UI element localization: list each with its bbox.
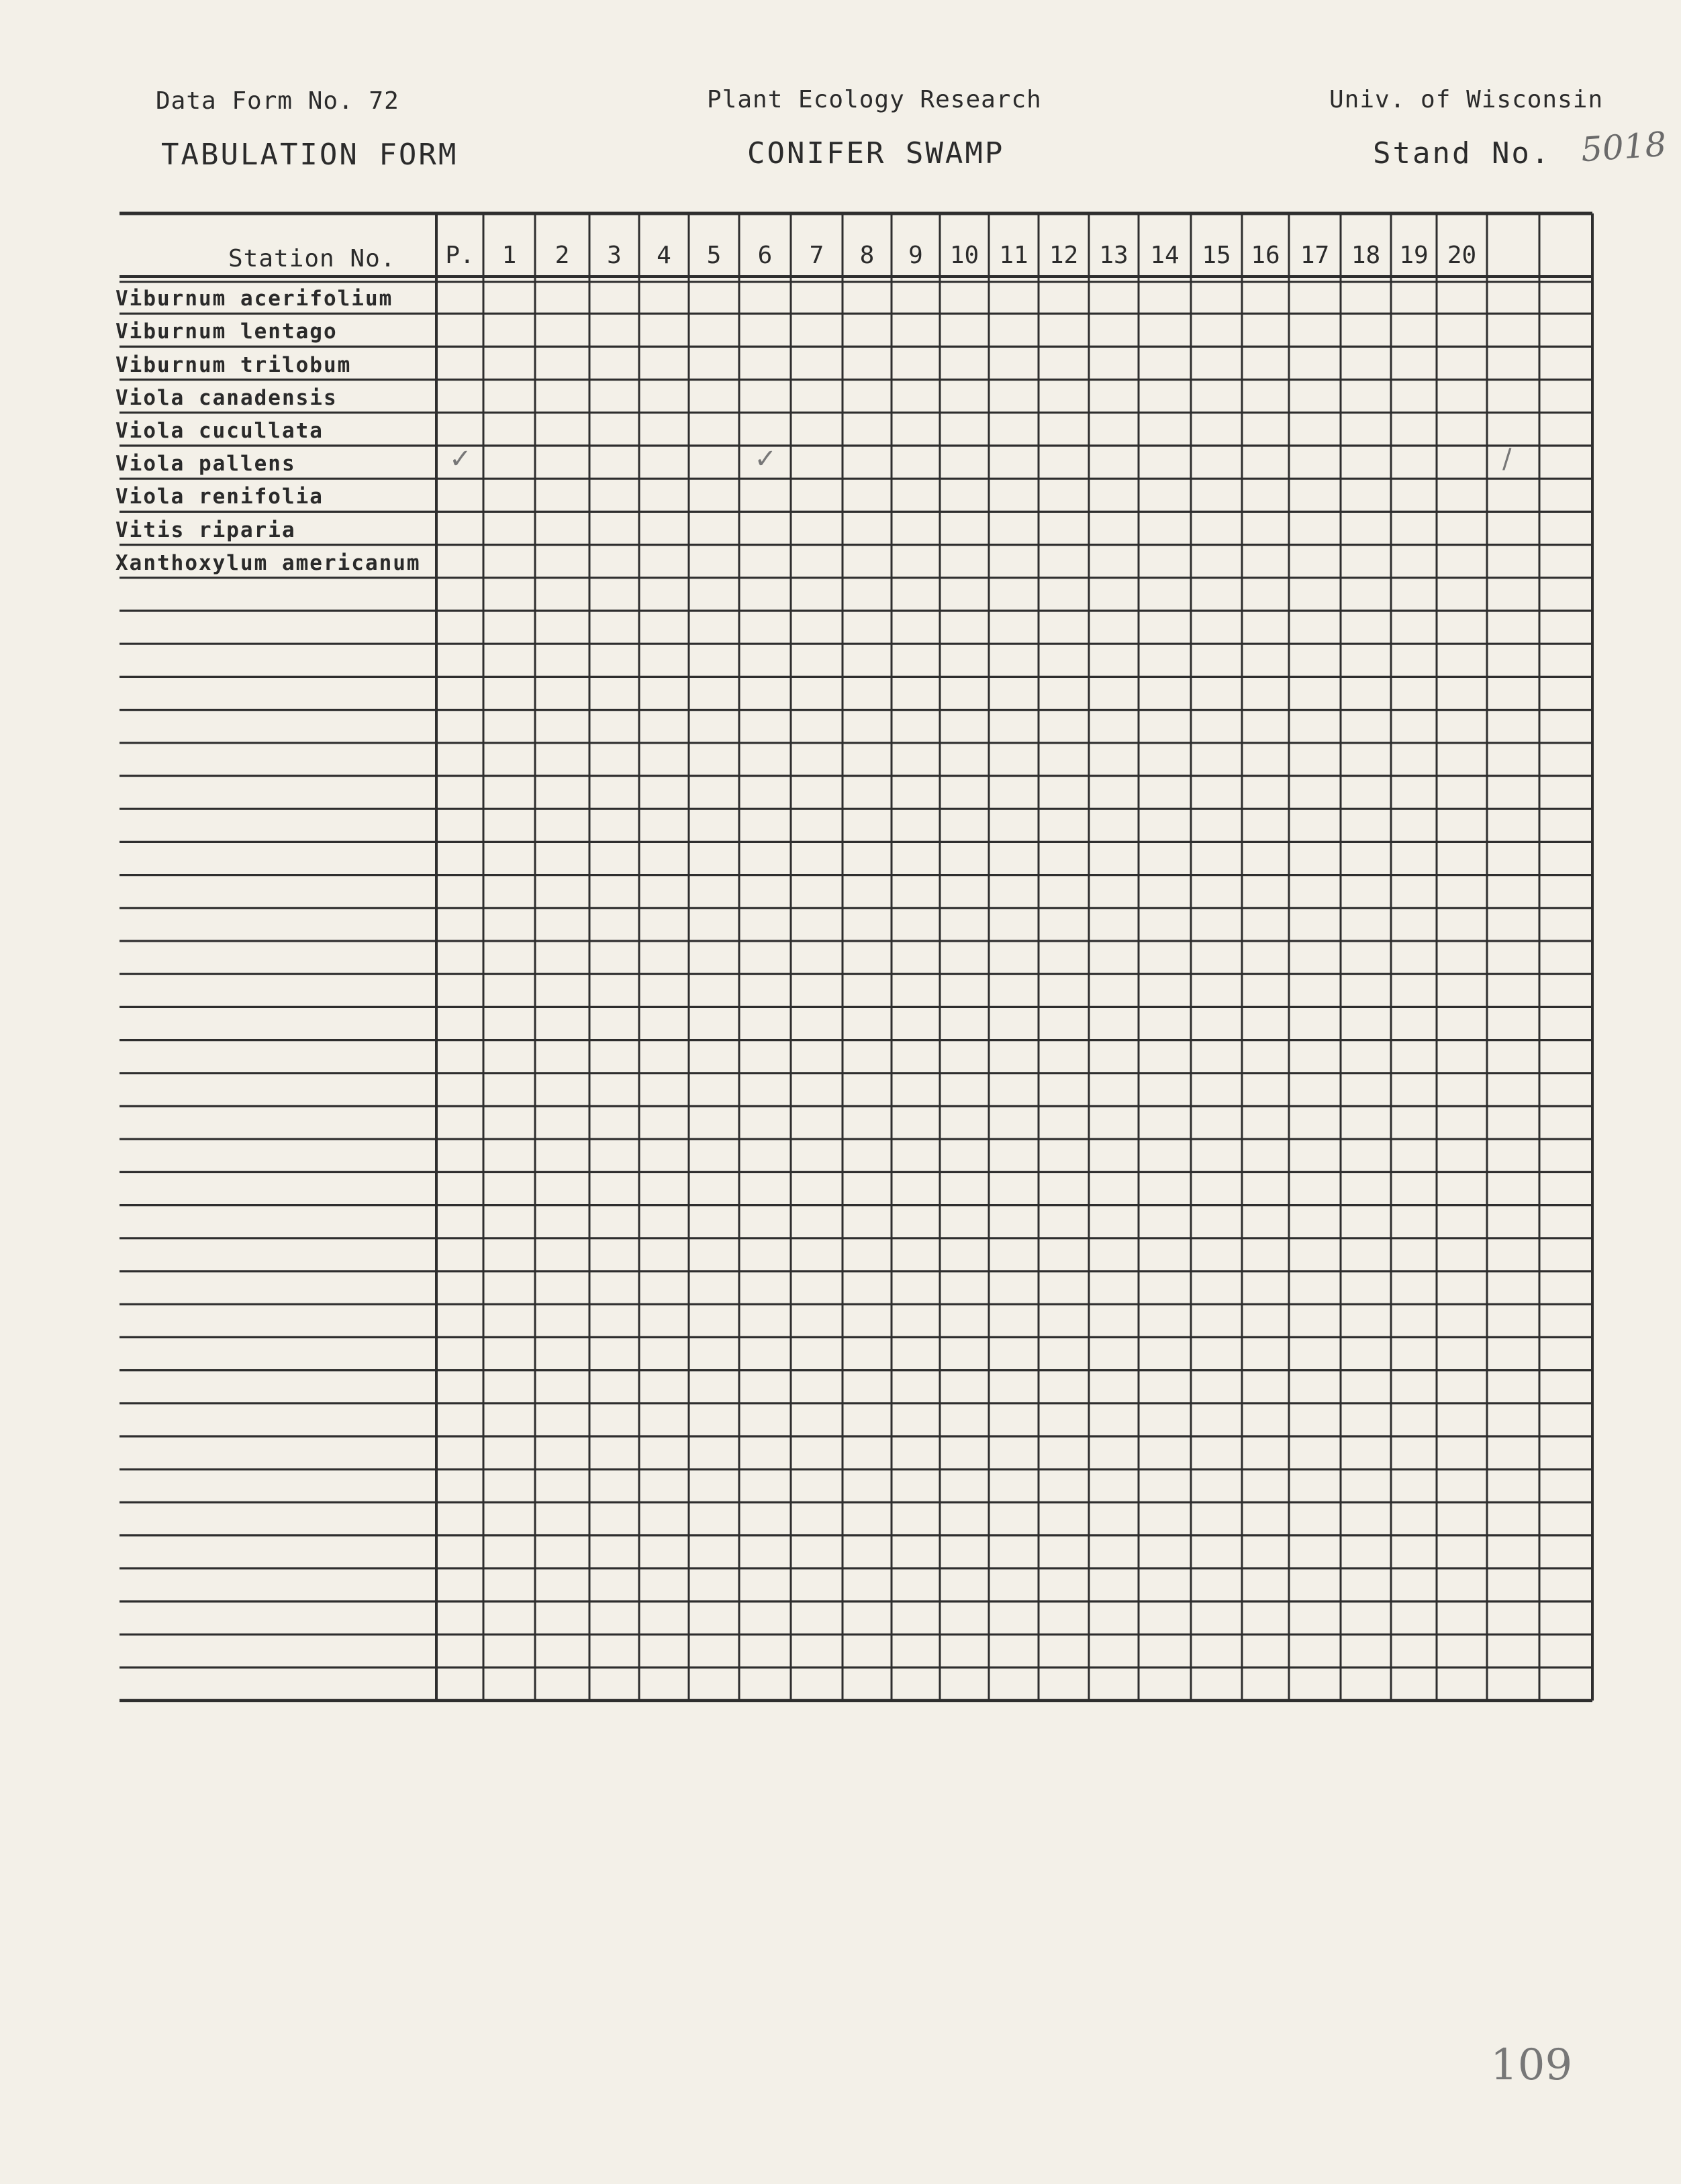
- column-header: 14: [1150, 242, 1180, 269]
- species-name: Viburnum lentago: [115, 319, 338, 344]
- column-header: 17: [1300, 242, 1330, 269]
- column-header: 8: [859, 242, 875, 269]
- species-name: Viola renifolia: [115, 485, 324, 509]
- species-name: Xanthoxylum americanum: [115, 550, 421, 575]
- column-header: 12: [1049, 242, 1079, 269]
- column-header: 7: [809, 242, 824, 269]
- column-header: 5: [706, 242, 722, 269]
- species-name: Viola canadensis: [115, 385, 338, 410]
- column-header: 20: [1447, 242, 1477, 269]
- station-header: Station No.: [228, 245, 396, 272]
- column-header: 2: [555, 242, 570, 269]
- species-name: Viola pallens: [115, 452, 296, 477]
- organization: Plant Ecology Research: [707, 86, 1042, 113]
- species-name: Viburnum acerifolium: [115, 287, 393, 311]
- column-header: 10: [949, 242, 979, 269]
- tally-mark: ✓: [449, 444, 472, 475]
- column-header: 13: [1099, 242, 1128, 269]
- form-number: Data Form No. 72: [156, 87, 399, 115]
- column-header: 3: [607, 242, 622, 269]
- tally-mark: /: [1502, 444, 1512, 475]
- university: Univ. of Wisconsin: [1329, 86, 1604, 113]
- column-header: 9: [908, 242, 923, 269]
- column-header: 16: [1251, 242, 1280, 269]
- stand-label: Stand No.: [1373, 136, 1551, 170]
- page-number: 109: [1490, 2040, 1573, 2090]
- column-header: 4: [657, 242, 671, 269]
- column-header: 6: [757, 242, 773, 269]
- column-header: 19: [1399, 242, 1429, 269]
- column-header: 15: [1202, 242, 1231, 269]
- column-header: 11: [999, 242, 1028, 269]
- column-header: 18: [1351, 242, 1381, 269]
- form-title: TABULATION FORM: [161, 138, 459, 172]
- tally-mark: ✓: [754, 444, 777, 475]
- stand-number: 5018: [1580, 124, 1668, 170]
- column-header: 1: [501, 242, 517, 269]
- community-title: CONIFER SWAMP: [747, 136, 1005, 170]
- species-name: Viola cucullata: [115, 419, 324, 443]
- column-header: P.: [445, 242, 475, 269]
- species-name: Vitis riparia: [115, 517, 296, 542]
- species-name: Viburnum trilobum: [115, 352, 352, 377]
